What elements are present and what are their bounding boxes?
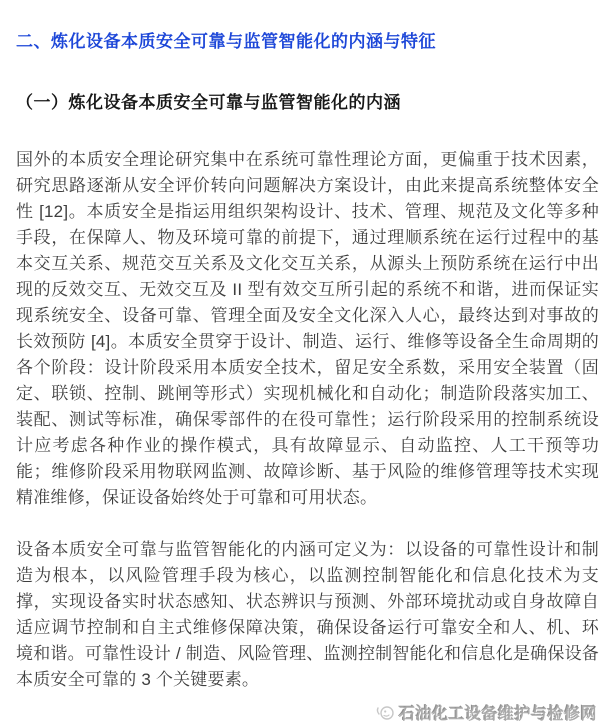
- body-paragraph-1: 国外的本质安全理论研究集中在系统可靠性理论方面，更偏重于技术因素，研究思路逐渐从安全评价转向问题解决方案设计，由此来提高系统整体安全性 [12]。本质安全是指运用组织架构设计、技术、管理、规范及文化等多种手段，在保障人、物及环境可靠的前提下，通过理顺系统在运行过程中的基本交互关系、规范交互关系及文化交互关系，从源头上预防系统在运行中出现的反效交互、无效交互及 II 型有效交互所引起的系统不和谐，进而保证实现系统安全、设备可靠、管理全面及安全文化深入人心，最终达到对事故的长效预防 [4]。本质安全贯穿于设计、制造、运行、维修等设备全生命周期的各个阶段：设计阶段采用本质安全技术，留足安全系数，采用安全装置（固定、联锁、控制、跳闸等形式）实现机械化和自动化；制造阶段落实加工、装配、测试等标准，确保零部件的在役可靠性；运行阶段采用的控制系统设计应考虑各种作业的操作模式，具有故障显示、自动监控、人工干预等功能；维修阶段采用物联网监测、故障诊断、基于风险的维修管理等技术实现精准维修，保证设备始终处于可靠和可用状态。: [16, 150, 599, 507]
- section-heading: 二、炼化设备本质安全可靠与监管智能化的内涵与特征: [16, 32, 436, 51]
- petrochem-site-logo-icon: [376, 704, 394, 722]
- body-paragraph-2: 设备本质安全可靠与监管智能化的内涵可定义为：以设备的可靠性设计和制造为根本，以风险管理手段为核心，以监测控制智能化和信息化技术为支撑，实现设备实时状态感知、状态辨识与预测、外部环境扰动或自身故障自适应调节控制和自主式维修保障决策，确保设备运行可靠安全和人、机、环境和谐。可靠性设计 / 制造、风险管理、监测控制智能化和信息化是确保设备本质安全可靠的 3 个关键要素。: [16, 540, 599, 689]
- subsection-heading: （一）炼化设备本质安全可靠与监管智能化的内涵: [16, 93, 401, 112]
- watermark: [16, 701, 599, 724]
- watermark-text: 石油化工设备维护与检修网: [398, 706, 597, 723]
